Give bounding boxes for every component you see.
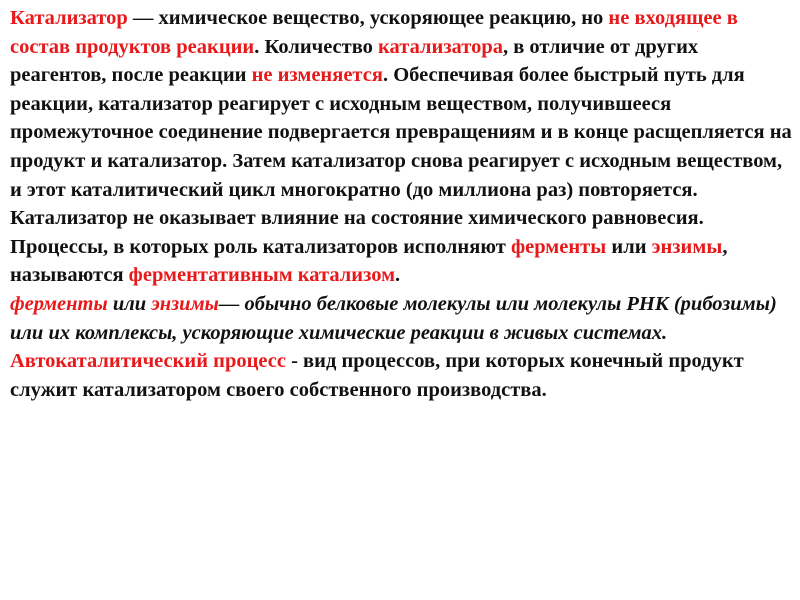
text: или [107, 292, 152, 315]
text: . [395, 264, 401, 287]
text: — химическое вещество, ускоряющее реакцию, но [127, 7, 609, 29]
text: . Обеспечивая более быстрый путь для реакции, катализатор реагирует с исходным веществом, получившееся промежуточное соединение подвергается превращениям и в конце расщепляется на продукт и катализатор. Затем катализатор снова реагирует с исходным веществом, и этот каталитический цикл многократно (до миллиона раз) повторяется. Катализатор не оказывает влияние на состояние химического равновесия. Процессы, в которых роль катализаторов исполняют [10, 64, 792, 258]
text: , в отличие от других реагентов, после реакции [10, 35, 699, 87]
text: . Количество [254, 35, 379, 58]
term-enzymes: ферменты [510, 235, 607, 258]
autocatalysis-paragraph [10, 347, 794, 404]
term-autocatalytic-process: Автокаталитический процесс [10, 350, 286, 373]
text: , называются [10, 235, 728, 287]
text: или [606, 235, 652, 258]
term-enzymes-alt: энзимы [651, 235, 723, 258]
text: — обычно белковые молекулы или молекулы РНК (рибозимы) или их комплексы, ускоряющие химические реакции в живых системах [10, 292, 777, 344]
term-enzymatic-catalysis: ферментативным катализом [128, 264, 396, 287]
enzymes-definition-paragraph [10, 290, 794, 347]
text: . [662, 321, 668, 344]
term-enzymes: ферменты [10, 292, 108, 315]
slide-text [10, 4, 794, 404]
term-enzymes-alt: энзимы [151, 292, 219, 315]
highlight-unchanged: не изменяется [251, 64, 383, 87]
term-catalyst: Катализатор [10, 7, 128, 29]
highlight-catalyst: катализатора [378, 35, 503, 58]
text: - вид процессов, при которых конечный продукт служит катализатором своего собственного производства. [10, 350, 744, 401]
highlight-not-in-products: не входящее в состав продуктов реакции [10, 7, 738, 58]
catalyst-definition-paragraph [10, 4, 794, 290]
